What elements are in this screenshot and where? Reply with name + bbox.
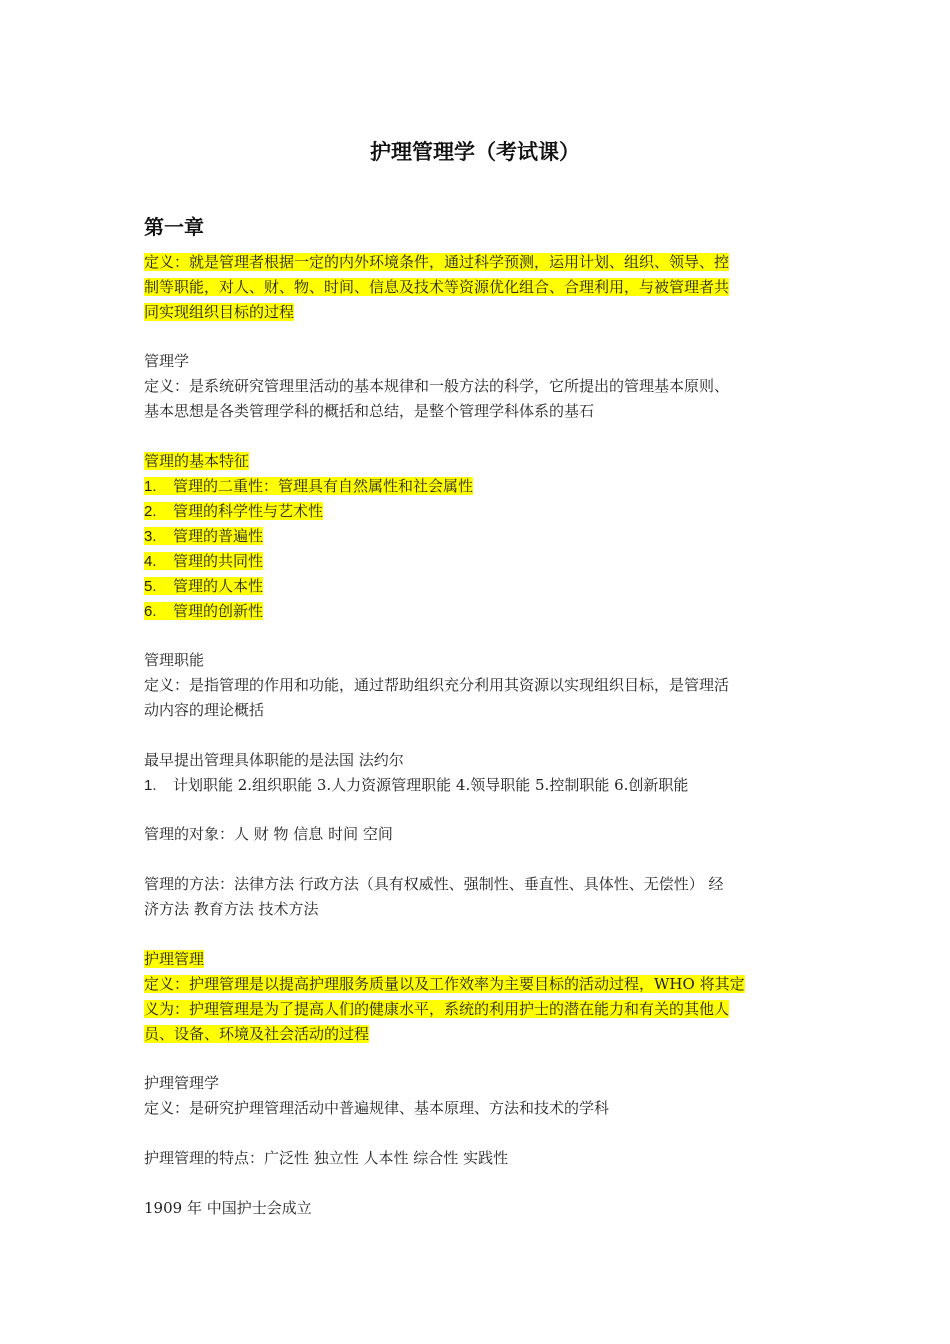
list-item: 5. 管理的人本性 <box>144 577 264 595</box>
section-heading: 护理管理学 <box>144 1074 220 1092</box>
history-line: 1909 年 中国护士会成立 <box>144 1199 312 1217</box>
definition-line: 义为：护理管理是为了提高人们的健康水平，系统的利用护士的潜在能力和有关的其他人 <box>144 1000 730 1018</box>
section-heading: 护理管理 <box>144 950 205 968</box>
nursing-traits-section <box>144 1146 808 1171</box>
section-heading: 管理职能 <box>144 651 205 669</box>
methods-section <box>144 872 808 922</box>
function-list-line: 1. 计划职能 2.组织职能 3.人力资源管理职能 4.领导职能 5.控制职能 6.创新职能 <box>144 776 689 794</box>
management-definition <box>144 250 808 325</box>
functions-section <box>144 648 808 723</box>
history-section <box>144 1196 808 1221</box>
list-item: 1. 管理的二重性：管理具有自然属性和社会属性 <box>144 477 474 495</box>
definition-line: 员、设备、环境及社会活动的过程 <box>144 1025 370 1043</box>
chapter-heading: 第一章 <box>144 215 204 239</box>
definition-line: 定义：就是管理者根据一定的内外环境条件，通过科学预测，运用计划、组织、领导、控 <box>144 253 730 271</box>
objects-section <box>144 822 808 847</box>
section-heading: 管理的基本特征 <box>144 452 250 470</box>
earliest-proposer: 最早提出管理具体职能的是法国 法约尔 <box>144 751 404 769</box>
definition-line: 定义：是系统研究管理里活动的基本规律和一般方法的科学，它所提出的管理基本原则、 <box>144 377 730 395</box>
definition-line: 定义：护理管理是以提高护理服务质量以及工作效率为主要目标的活动过程，WHO 将其定 <box>144 975 745 993</box>
nursing-management-section <box>144 947 808 1047</box>
list-item: 3. 管理的普遍性 <box>144 527 264 545</box>
functions-list <box>144 748 808 798</box>
list-item: 4. 管理的共同性 <box>144 552 264 570</box>
document-title: 护理管理学（考试课） <box>370 140 580 164</box>
definition-line: 动内容的理论概括 <box>144 701 265 719</box>
definition-line: 定义：是研究护理管理活动中普遍规律、基本原理、方法和技术的学科 <box>144 1099 610 1117</box>
objects-line: 管理的对象：人 财 物 信息 时间 空间 <box>144 825 393 843</box>
management-science-section <box>144 349 808 424</box>
definition-line: 制等职能，对人、财、物、时间、信息及技术等资源优化组合、合理利用，与被管理者共 <box>144 278 730 296</box>
nursing-management-science-section <box>144 1071 808 1121</box>
section-heading: 管理学 <box>144 352 190 370</box>
list-item: 2. 管理的科学性与艺术性 <box>144 502 324 520</box>
features-section <box>144 449 808 624</box>
list-item: 6. 管理的创新性 <box>144 602 264 620</box>
definition-line: 基本思想是各类管理学科的概括和总结，是整个管理学科体系的基石 <box>144 402 595 420</box>
definition-line: 同实现组织目标的过程 <box>144 303 295 321</box>
definition-line: 定义：是指管理的作用和功能，通过帮助组织充分利用其资源以实现组织目标，是管理活 <box>144 676 730 694</box>
nursing-traits-line: 护理管理的特点：广泛性 独立性 人本性 综合性 实践性 <box>144 1149 509 1167</box>
methods-line: 管理的方法：法律方法 行政方法（具有权威性、强制性、垂直性、具体性、无偿性） 经 <box>144 875 724 893</box>
methods-line: 济方法 教育方法 技术方法 <box>144 900 319 918</box>
